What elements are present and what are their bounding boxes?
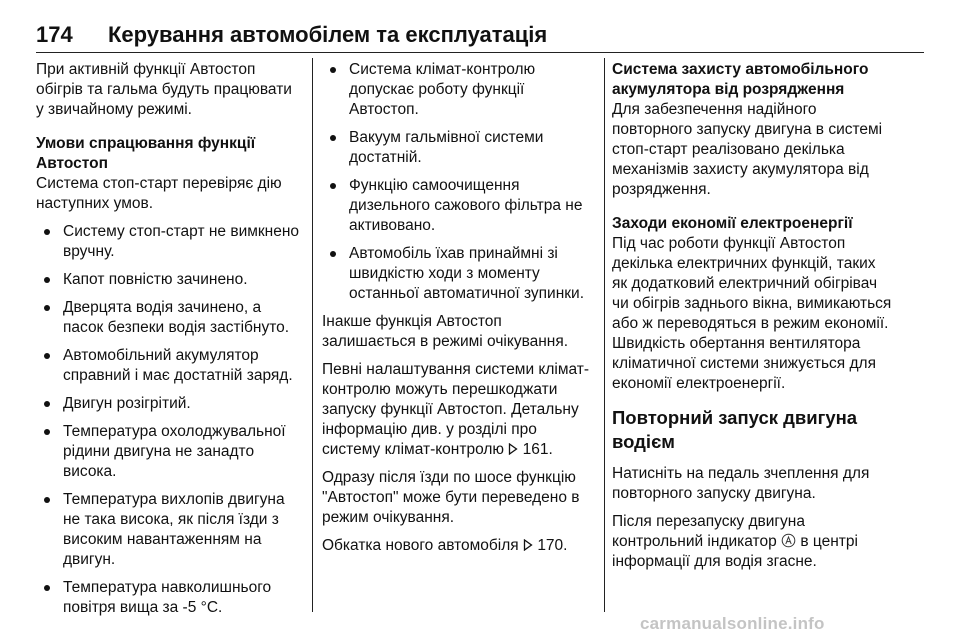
column-2 (322, 60, 592, 564)
breakin-text: Обкатка нового автомобіля (322, 537, 519, 554)
page-ref-triangle-icon[interactable] (523, 537, 537, 554)
column-3 (612, 60, 892, 580)
conditions-list-continued (322, 60, 592, 304)
page-ref-triangle-icon[interactable] (508, 441, 522, 458)
energy-paragraph: Під час роботи функції Автостоп декілька електричних функцій, таких як додатковий електричний обігрівач чи обігрів заднього вікна, вимикаються або ж переводяться в режим економії. Швидкість обертання вентилятора кліматичної системи знижується для економії електроенергії. (612, 235, 892, 392)
column-1 (36, 60, 300, 626)
watermark: carmanualsonline.info (640, 614, 825, 633)
climate-text: Певні налаштування системи клімат-контролю можуть перешкоджати запуску функції Автостоп. Детальну інформацію див. у розділі про систему клімат-контролю (322, 361, 590, 458)
climate-paragraph (322, 360, 592, 460)
list-item: Система клімат-контролю допускає роботу функції Автостоп. (322, 60, 592, 120)
battery-heading: Система захисту автомобільного акумулятора від розрядження (612, 61, 869, 98)
restart-text-b: в центрі інформації для водія згасне. (612, 533, 858, 570)
battery-paragraph: Для забезпечення надійного повторного запуску двигуна в системі стоп-старт реалізовано декілька механізмів захисту акумулятора від розрядження. (612, 101, 883, 198)
restart-paragraph-2 (612, 512, 892, 572)
list-item: Температура вихлопів двигуна не така висока, як після їзди з високим навантаженням на двигун. (36, 490, 300, 570)
page-ref-link[interactable]: 170. (537, 537, 568, 554)
energy-heading: Заходи економії електроенергії (612, 215, 853, 232)
page-header (36, 22, 924, 53)
conditions-list (36, 222, 300, 618)
list-item: Дверцята водія зачинено, а пасок безпеки водія застібнуто. (36, 298, 300, 338)
list-item: Функцію самоочищення дизельного сажового фільтра не активовано. (322, 176, 592, 236)
list-item: Температура навколишнього повітря вища за -5 °C. (36, 578, 300, 618)
autostop-indicator-icon (781, 533, 800, 550)
page-title: Керування автомобілем та експлуатація (108, 22, 548, 47)
restart-paragraph-1: Натисніть на педаль зчеплення для повторного запуску двигуна. (612, 465, 870, 502)
intro-paragraph: При активній функції Автостоп обігрів та гальма будуть працювати у звичайному режимі. (36, 61, 292, 118)
list-item: Вакуум гальмівної системи достатній. (322, 128, 592, 168)
column-divider (604, 58, 605, 612)
highway-paragraph: Одразу після їзди по шосе функцію "Автостоп" може бути переведено в режим очікування. (322, 469, 580, 526)
list-item: Температура охолоджувальної рідини двигуна не занадто висока. (36, 422, 300, 482)
column-divider (312, 58, 313, 612)
list-item: Автомобіль їхав принаймні зі швидкістю ходи з моменту останньої автоматичної зупинки. (322, 244, 592, 304)
list-item: Систему стоп-старт не вимкнено вручну. (36, 222, 300, 262)
restart-text-a: Після перезапуску двигуна контрольний індикатор (612, 513, 805, 550)
breakin-paragraph (322, 536, 592, 556)
page-number: 174 (36, 22, 73, 47)
list-item: Капот повністю зачинено. (36, 270, 300, 290)
conditions-intro: Система стоп-старт перевіряє дію наступних умов. (36, 175, 282, 212)
restart-heading: Повторний запуск двигуна водієм (612, 407, 858, 452)
otherwise-paragraph: Інакше функція Автостоп залишається в режимі очікування. (322, 313, 569, 350)
conditions-heading: Умови спрацювання функції Автостоп (36, 135, 256, 172)
list-item: Автомобільний акумулятор справний і має достатній заряд. (36, 346, 300, 386)
list-item: Двигун розігрітий. (36, 394, 300, 414)
page-ref-link[interactable]: 161. (522, 441, 553, 458)
